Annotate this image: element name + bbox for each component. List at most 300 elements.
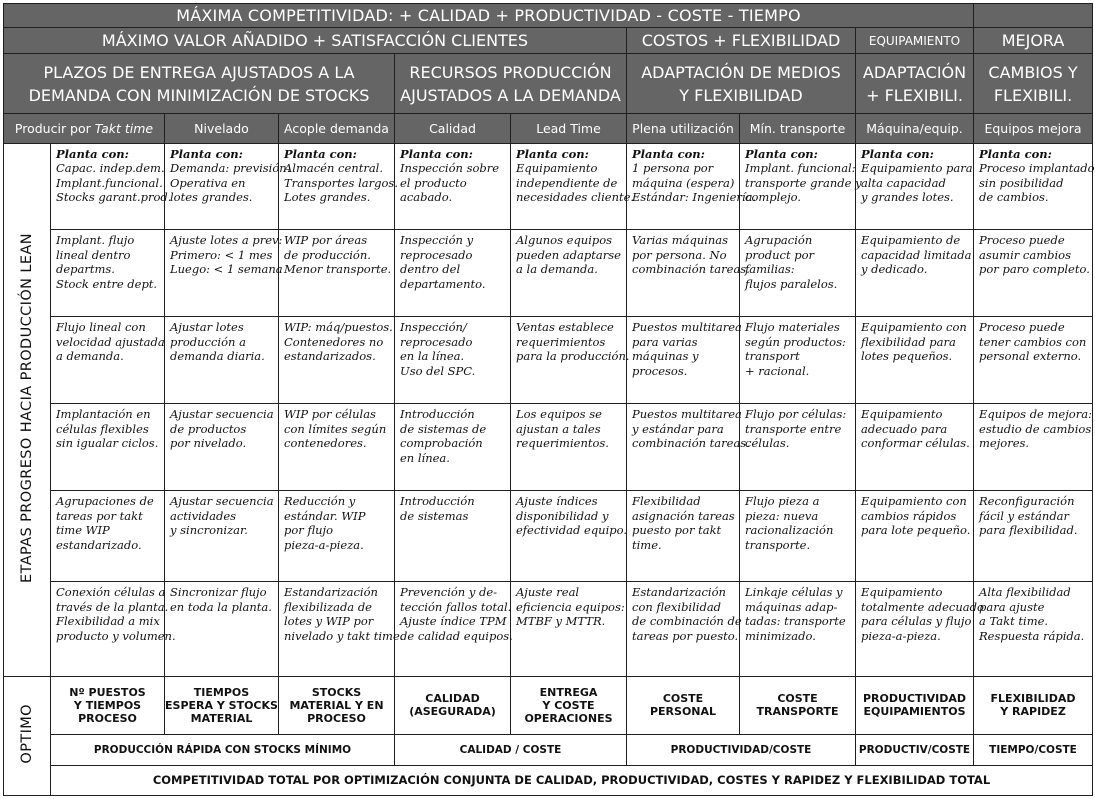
stage-cell-line: de sistemas <box>400 508 469 523</box>
header-recursos-line-2: AJUSTADOS A LA DEMANDA <box>400 85 621 105</box>
stage-cell-line: transporte grande y <box>745 175 862 190</box>
header-producir-prefix: Producir por <box>14 120 95 136</box>
stage-cell <box>627 317 740 404</box>
stage-cell-line: tareas por takt <box>56 508 143 523</box>
stage-cell-line: Ajustar lotes <box>170 320 244 335</box>
optimo-cell-line: MATERIAL <box>190 711 253 725</box>
stage-cell-line: para varias <box>632 334 698 349</box>
optimo-cell-line: OPERACIONES <box>524 711 613 725</box>
stage-cell-line: conformar células. <box>861 436 970 451</box>
stage-cell <box>279 317 395 404</box>
stage-cell-line: adecuado para <box>861 421 948 436</box>
stage-cell-line: Estandarización <box>632 585 726 600</box>
optimo-cell-line: PROCESO <box>307 711 366 725</box>
stage-cell-line: a demanda. <box>56 349 124 364</box>
stage-cell <box>279 143 398 230</box>
stage-cell <box>395 143 511 230</box>
stage-cell-line: de calidad equipos. <box>400 628 513 643</box>
stage-cell-line: el producto <box>400 175 467 190</box>
header-acople-demanda: Acople demanda <box>279 114 395 143</box>
optimo-cell <box>856 676 974 734</box>
stage-cell-line: tadas: transporte <box>745 614 846 629</box>
stage-cell-line: requerimientos. <box>516 436 609 451</box>
header-plazos-line-2: DEMANDA CON MINIMIZACIÓN DE STOCKS <box>28 85 370 105</box>
stage-cell-line: departamento. <box>400 276 486 291</box>
optimo-cell-line: Y COSTE <box>542 698 595 712</box>
stage-cell <box>511 491 627 582</box>
stage-cell <box>740 582 856 676</box>
stage-cell-line: Contenedores no <box>284 334 384 349</box>
summary-produccion-rapida: PRODUCCIÓN RÁPIDA CON STOCKS MÍNIMO <box>51 734 395 765</box>
stage-cell-line: Equipos de mejora: <box>979 407 1092 422</box>
stage-cell-line: Reconfiguración <box>979 494 1075 509</box>
header-recursos-line-1: RECURSOS PRODUCCIÓN <box>409 62 612 82</box>
stage-cell-line: en línea. <box>400 450 450 465</box>
stage-cell-line: Planta con: <box>861 146 934 161</box>
stage-cell-line: fácil y estándar <box>979 508 1070 523</box>
optimo-cell-line: EQUIPAMIENTOS <box>863 705 966 719</box>
header-lead-time: Lead Time <box>511 114 627 143</box>
header-plena-utilizacion: Plena utilización <box>627 114 740 143</box>
stage-cell-line: Luego: < 1 semana <box>170 262 283 277</box>
stage-cell <box>627 143 757 230</box>
stage-cell-line: células. <box>745 436 790 451</box>
optimo-cell-line: PROCESO <box>78 711 137 725</box>
stage-cell-line: Inspección/ <box>400 320 467 335</box>
stage-cell <box>974 230 1093 317</box>
stage-cell <box>974 582 1093 676</box>
stage-cell <box>974 404 1093 491</box>
stage-cell-line: lotes pequeños. <box>861 349 953 364</box>
stage-cell <box>395 404 511 491</box>
optimo-cell-line: ESPERA Y STOCKS <box>165 698 278 712</box>
stage-cell <box>395 230 511 317</box>
stage-cell <box>165 404 279 491</box>
stage-cell-line: Equipamiento con <box>861 320 967 335</box>
stage-cell <box>51 582 176 676</box>
optimo-cell <box>395 676 511 734</box>
header-nivelado: Nivelado <box>165 114 279 143</box>
stage-cell <box>165 143 291 230</box>
optimo-cell-line: CALIDAD <box>425 692 480 706</box>
stage-cell <box>974 143 1093 230</box>
stage-cell-line: Planta con: <box>56 146 129 161</box>
stage-cell-line: combinación tareas. <box>632 436 750 451</box>
stage-cell-line: Algunos equipos <box>516 233 613 248</box>
stage-cell <box>974 491 1093 582</box>
stage-cell-line: Ajuste lotes a prev: <box>170 233 283 248</box>
stage-cell-line: Primero: < 1 mes <box>170 247 273 262</box>
stage-cell-line: producción a <box>170 334 246 349</box>
stage-cell-line: transporte entre <box>745 421 842 436</box>
stage-cell-line: Flujo materiales <box>745 320 840 335</box>
stage-cell-line: necesidades cliente. <box>516 190 635 204</box>
header-cambios-flexibili <box>974 54 1093 114</box>
stage-row <box>4 143 1093 230</box>
stage-cell-line: Almacén central. <box>284 161 384 175</box>
optimo-cell-line: Nº PUESTOS <box>69 685 146 699</box>
stage-cell-line: personal externo. <box>979 349 1082 364</box>
stage-cell-line: con flexibilidad <box>632 599 722 614</box>
optimo-cell-line: ENTREGA <box>539 685 598 699</box>
stage-cell-line: Equipamiento para <box>861 161 973 175</box>
stage-cell <box>279 582 404 676</box>
stage-row <box>4 230 1093 317</box>
stage-cell-line: Uso del SPC. <box>400 363 476 378</box>
stage-cell-line: Capac. indep.dem. <box>56 161 165 175</box>
stage-cell-line: lotes grandes. <box>170 190 253 204</box>
stage-cell-line: tener cambios con <box>979 334 1087 349</box>
stage-cell-line: Ajuste real <box>516 585 580 600</box>
stage-cell-line: sin igualar ciclos. <box>56 436 159 451</box>
stage-cell-line: time WIP <box>56 523 110 538</box>
stage-cell-line: demanda diaria. <box>170 349 265 364</box>
stage-cell <box>856 317 974 404</box>
stage-cell-line: estandarizados. <box>284 349 376 364</box>
stage-cell <box>856 230 974 317</box>
optimo-cell <box>279 676 395 734</box>
stage-cell-line: pieza-a-pieza. <box>861 628 941 643</box>
stage-cell <box>740 230 856 317</box>
stage-cell-line: Flexibilidad a mix <box>56 614 160 629</box>
stage-cell-line: asignación tareas <box>632 508 735 523</box>
optimo-cell-line: COSTE <box>777 692 818 706</box>
stage-cell-line: Sincronizar flujo <box>170 585 267 600</box>
stage-cell-line: departms. <box>56 262 115 277</box>
stage-cell-line: Transportes largos. <box>284 175 398 190</box>
stage-cell-line: requerimientos <box>516 334 606 349</box>
stage-cell-line: Planta con: <box>632 146 705 161</box>
stage-cell-line: Equipamiento de <box>861 233 961 248</box>
stage-cell-line: lotes y WIP por <box>284 614 374 629</box>
header-calidad: Calidad <box>395 114 511 143</box>
stage-cell-line: y dedicado. <box>861 262 928 277</box>
stage-cell <box>627 230 750 317</box>
stage-cell-line: 1 persona por <box>632 161 714 175</box>
stage-cell-line: Alta flexibilidad <box>979 585 1071 600</box>
stage-cell-line: lineal dentro <box>56 247 131 262</box>
stage-cell <box>51 317 165 404</box>
stage-cell-line: dentro del <box>400 262 461 277</box>
optimo-row <box>4 676 1093 734</box>
optimo-cell <box>511 676 627 734</box>
header-recursos-produccion <box>395 54 627 114</box>
header-equipos-mejora: Equipos mejora <box>974 114 1093 143</box>
stage-cell-line: WIP por áreas <box>284 233 368 248</box>
stage-row <box>4 491 1093 582</box>
stage-cell-line: transporte. <box>745 537 811 552</box>
optimo-cell-line: TRANSPORTE <box>756 705 839 719</box>
stage-cell-line: + racional. <box>745 363 810 378</box>
stage-cell <box>511 317 630 404</box>
stage-cell-line: Prevención y de- <box>400 585 498 600</box>
optimo-cell-line: FLEXIBILIDAD <box>990 692 1076 706</box>
optimo-cell-line: MATERIAL Y EN <box>289 698 384 712</box>
stage-cell-line: estandarizado. <box>56 537 142 552</box>
header-row1-blank <box>974 4 1093 28</box>
stage-cell-line: máquina (espera) <box>632 175 735 190</box>
stage-cell-line: Implant. funcional: <box>745 161 856 175</box>
stage-cell-line: Introducción <box>400 494 475 509</box>
stage-cell-line: de sistemas de <box>400 421 487 436</box>
stage-cell-line: pieza-a-pieza. <box>284 537 364 552</box>
header-adaptacion-flex-line-2: + FLEXIBILI. <box>866 85 963 105</box>
stage-cell-line: Respuesta rápida. <box>979 628 1085 643</box>
stage-cell-line: mejores. <box>979 436 1030 451</box>
stage-cell <box>740 404 856 491</box>
stage-cell-line: Flexibilidad <box>632 494 701 509</box>
stage-cell-line: con límites según <box>284 421 387 436</box>
stage-cell-line: contenedores. <box>284 436 367 451</box>
stage-cell-line: Flujo por células: <box>745 407 847 422</box>
stage-cell <box>165 230 283 317</box>
stage-cell-line: sin posibilidad <box>979 175 1064 190</box>
header-valor-anadido: MÁXIMO VALOR AÑADIDO + SATISFACCIÓN CLIENTES <box>4 27 627 54</box>
stage-cell-line: Proceso puede <box>979 233 1065 248</box>
stage-cell-line: velocidad ajustada <box>56 334 165 349</box>
stage-cell-line: para ajuste <box>979 599 1045 614</box>
stage-cell <box>627 582 740 676</box>
stage-cell <box>856 404 974 491</box>
stage-cell-line: comprobación <box>400 436 483 451</box>
stage-cell <box>511 404 627 491</box>
stage-cell-line: Puestos multitarea <box>632 407 742 422</box>
header-adaptacion-medios-line-1: ADAPTACIÓN DE MEDIOS <box>641 62 841 82</box>
stage-cell-line: Equipamiento <box>516 161 598 175</box>
optimo-cell <box>165 676 279 734</box>
header-equipamiento: EQUIPAMIENTO <box>856 27 974 54</box>
stage-cell <box>856 143 974 230</box>
header-adaptacion-medios-line-2: Y FLEXIBILIDAD <box>679 85 803 105</box>
stage-cell-line: tareas por puesto. <box>632 628 739 643</box>
stage-cell-line: MTBF y MTTR. <box>516 614 606 629</box>
stage-cell <box>165 491 279 582</box>
stage-cell-line: cambios rápidos <box>861 508 957 523</box>
stage-cell-line: y estándar para <box>632 421 724 436</box>
stage-cell-line: Introducción <box>400 407 475 422</box>
stage-cell-line: complejo. <box>745 190 802 204</box>
stage-cell <box>511 230 627 317</box>
stage-cell-line: para lote pequeño. <box>861 523 971 538</box>
stage-cell-line: flexibilizada de <box>284 599 372 614</box>
stage-cell <box>51 404 165 491</box>
header-adaptacion-flexibili <box>856 54 974 114</box>
stage-cell-line: y sincronizar. <box>170 523 248 538</box>
stage-cell-line: reprocesado <box>400 247 473 262</box>
stage-cell-line: Planta con: <box>170 146 243 161</box>
stage-cell-line: Ajustar secuencia <box>170 494 274 509</box>
stage-cell-line: en la línea. <box>400 349 465 364</box>
optimo-cell-line: TIEMPOS <box>193 685 250 699</box>
stage-cell-line: para la producción. <box>516 349 630 364</box>
stage-cell-line: Equipamiento <box>861 407 943 422</box>
stage-cell-line: Inspección y <box>400 233 474 248</box>
stage-cell-line: de productos <box>170 421 247 436</box>
stage-cell-line: totalmente adecuado <box>861 599 984 614</box>
stage-cell-line: producto y volumen. <box>56 628 176 643</box>
stage-row <box>4 404 1093 491</box>
stage-cell-line: estudio de cambios <box>979 421 1092 436</box>
stage-cell-line: Conexión células a <box>56 585 166 600</box>
optimo-cell-line: COSTE <box>662 692 704 706</box>
header-mejora: MEJORA <box>974 27 1093 54</box>
optimo-cell-line: PERSONAL <box>649 705 717 719</box>
stage-cell-line: Implant.funcional. <box>56 175 163 190</box>
optimo-label <box>4 676 51 795</box>
header-min-transporte: Mín. transporte <box>740 114 856 143</box>
competitividad-total-footer: COMPETITIVIDAD TOTAL POR OPTIMIZACIÓN CONJUNTA DE CALIDAD, PRODUCTIVIDAD, COSTES Y RAPIDEZ Y FLEXIBILIDAD TOTAL <box>51 765 1093 795</box>
optimo-cell-line: (ASEGURADA) <box>409 705 496 719</box>
stage-cell <box>856 491 974 582</box>
stage-cell <box>51 230 165 317</box>
stage-cell <box>627 491 740 582</box>
stage-cell-line: Planta con: <box>516 146 589 161</box>
stage-cell-line: familias: <box>745 262 795 277</box>
stage-cell-line: a la demanda. <box>516 262 598 277</box>
optimo-label-text: OPTIMO <box>19 704 35 764</box>
stage-cell-line: Inspección sobre <box>400 161 500 175</box>
stage-cell-line: Los equipos se <box>516 407 602 422</box>
stages-body <box>4 143 1093 676</box>
stage-row <box>4 317 1093 404</box>
optimo-cell-line: Y RAPIDEZ <box>1000 705 1066 719</box>
stage-cell-line: por paro completo. <box>979 262 1090 277</box>
stage-cell-line: pieza: nueva <box>745 508 819 523</box>
stage-cell-line: Ajuste índices <box>516 494 598 509</box>
stage-cell-line: Estandarización <box>284 585 378 600</box>
stage-cell <box>740 143 862 230</box>
optimo-body <box>4 676 1093 795</box>
stage-cell-line: y grandes lotes. <box>861 190 954 204</box>
stage-cell-line: Varias máquinas <box>632 233 729 248</box>
stage-cell-line: procesos. <box>632 363 688 378</box>
stage-cell-line: Puestos multitarea <box>632 320 742 335</box>
stage-row <box>4 582 1093 676</box>
stage-cell <box>279 230 395 317</box>
stage-cell <box>856 582 984 676</box>
header-competitividad: MÁXIMA COMPETITIVIDAD: + CALIDAD + PRODUCTIVIDAD - COSTE - TIEMPO <box>4 4 974 28</box>
stage-cell-line: Flujo pieza a <box>745 494 820 509</box>
stage-cell-line: de combinación de <box>632 614 742 629</box>
stage-cell-line: Flujo lineal con <box>56 320 146 335</box>
stage-cell-line: máquinas y <box>632 349 699 364</box>
stage-cell-line: puesto por takt <box>632 523 722 538</box>
stage-cell <box>511 143 635 230</box>
stage-cell-line: a Takt time. <box>979 614 1049 629</box>
stage-cell-line: células flexibles <box>56 421 149 436</box>
header-cambios-line-2: FLEXIBILI. <box>993 85 1073 105</box>
stage-cell-line: según productos: <box>745 334 846 349</box>
stage-cell-line: Menor transporte. <box>284 262 392 277</box>
stage-cell-line: time. <box>632 537 662 552</box>
stage-cell-line: alta capacidad <box>861 175 946 190</box>
stage-cell-line: Planta con: <box>745 146 818 161</box>
optimo-cell <box>740 676 856 734</box>
optimo-cell <box>974 676 1093 734</box>
stage-cell-line: por flujo <box>284 523 334 538</box>
stage-cell-line: de producción. <box>284 247 371 262</box>
stage-cell-line: Implant. flujo <box>56 233 135 248</box>
stage-cell-line: través de la planta. <box>56 599 169 614</box>
optimo-cell-line: STOCKS <box>311 685 362 699</box>
stage-cell-line: transport <box>745 349 800 364</box>
stage-cell <box>51 143 172 230</box>
header-plazos-line-1: PLAZOS DE ENTREGA AJUSTADOS A LA <box>43 62 355 82</box>
stage-cell-line: nivelado y takt time. <box>284 628 404 643</box>
stage-cell-line: reprocesado <box>400 334 473 349</box>
stage-cell <box>974 317 1093 404</box>
stage-cell-line: WIP: máq/puestos. <box>284 320 393 335</box>
stage-cell-line: Planta con: <box>400 146 473 161</box>
summary-tiempo-coste: TIEMPO/COSTE <box>974 734 1093 765</box>
stage-cell-line: actividades <box>170 508 237 523</box>
stage-cell-line: tección fallos total. <box>400 599 512 614</box>
stage-cell-line: Agrupaciones de <box>56 494 154 509</box>
stage-cell-line: Agrupación <box>745 233 813 248</box>
stage-cell-line: Estándar: Ingeniería. <box>632 190 757 204</box>
stage-cell <box>740 317 856 404</box>
stage-cell-line: acabado. <box>400 190 453 204</box>
stage-cell <box>165 317 279 404</box>
stage-cell-line: para células y flujo <box>861 614 972 629</box>
optimo-cell <box>627 676 740 734</box>
stage-cell <box>165 582 279 676</box>
etapas-label <box>4 143 51 676</box>
stage-cell-line: Operativa en <box>170 175 246 190</box>
stage-cell-line: máquinas adap- <box>745 599 838 614</box>
stage-cell-line: Proceso implantado <box>979 161 1095 175</box>
stage-cell-line: product por <box>745 247 815 262</box>
optimo-cell <box>51 676 165 734</box>
stage-cell-line: Planta con: <box>284 146 357 161</box>
stage-cell-line: estándar. WIP <box>284 508 366 523</box>
stage-cell-line: Ventas establece <box>516 320 614 335</box>
stage-cell-line: Linkaje células y <box>745 585 843 600</box>
header-adaptacion-flex-line-1: ADAPTACIÓN <box>862 62 967 82</box>
stage-cell-line: para flexibilidad. <box>979 523 1078 538</box>
summary-calidad-coste: CALIDAD / COSTE <box>395 734 627 765</box>
header-producir-takt-time <box>4 114 165 143</box>
stage-cell-line: Ajustar secuencia <box>170 407 274 422</box>
stage-cell <box>51 491 165 582</box>
stage-cell-line: asumir cambios <box>979 247 1071 262</box>
stage-cell-line: WIP por células <box>284 407 376 422</box>
stage-cell-line: minimizado. <box>745 628 816 643</box>
stage-cell-line: en toda la planta. <box>170 599 272 614</box>
header-maquina-equip: Máquina/equip. <box>856 114 974 143</box>
stage-cell-line: Implantación en <box>56 407 151 422</box>
stage-cell-line: flexibilidad para <box>861 334 956 349</box>
stage-cell-line: racionalización <box>745 523 834 538</box>
lean-matrix-table <box>3 3 1093 796</box>
stage-cell-line: flujos paralelos. <box>745 276 838 291</box>
stage-cell <box>395 317 511 404</box>
stage-cell-line: Demanda: previsión. <box>170 161 291 175</box>
stage-cell <box>627 404 750 491</box>
stage-cell-line: Equipamiento <box>861 585 943 600</box>
stage-cell-line: Planta con: <box>979 146 1052 161</box>
stage-cell-line: ajustan a tales <box>516 421 601 436</box>
stage-cell-line: eficiencia equipos: <box>516 599 625 614</box>
stage-cell-line: Stocks garant.prod. <box>56 190 172 204</box>
header-cambios-line-1: CAMBIOS Y <box>988 62 1078 82</box>
stage-cell <box>740 491 856 582</box>
stage-cell-line: por nivelado. <box>170 436 247 451</box>
header-takt-time: Takt time <box>94 120 154 136</box>
stage-cell-line: Equipamiento con <box>861 494 967 509</box>
stage-cell-line: combinación tareas. <box>632 262 750 277</box>
header-adaptacion-medios <box>627 54 856 114</box>
